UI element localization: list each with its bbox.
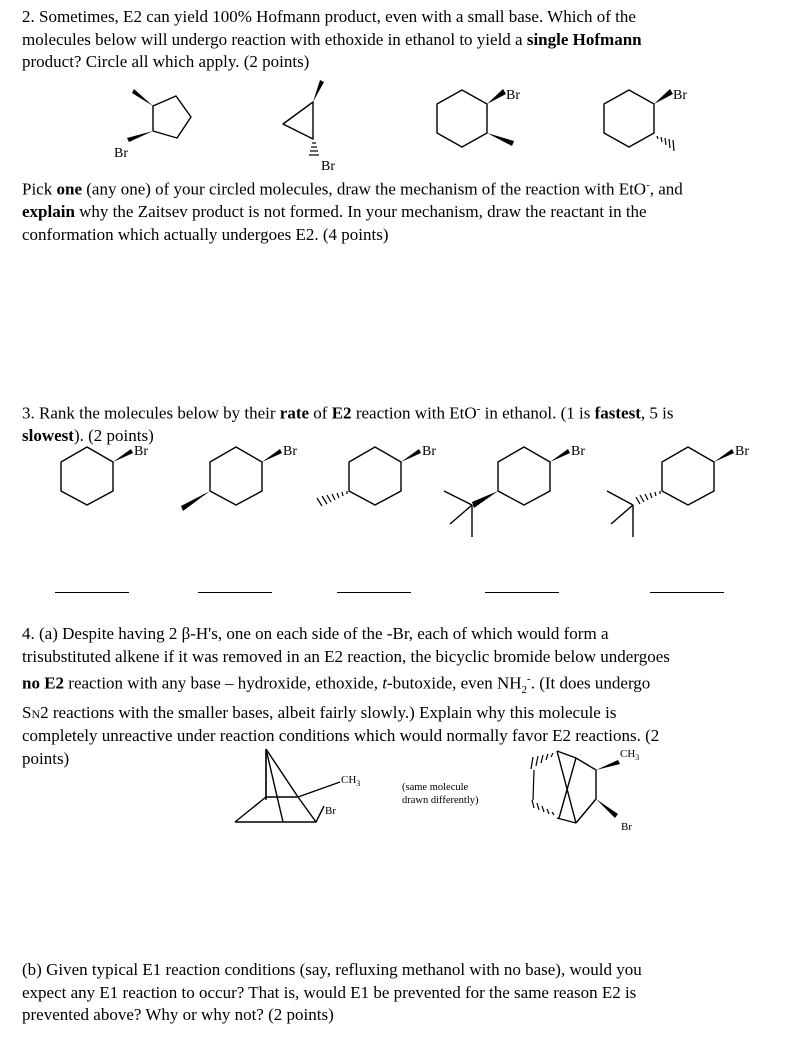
q2-molecule-cyclopentane[interactable]: [153, 96, 191, 138]
ch3-label: $CH_3$: [620, 748, 640, 762]
question-4b-text: (b) Given typical E1 reaction conditions (say, refluxing methanol with no base), would you expect any E1 reaction to occur? That is, would E1 be prevented for the same reason E2 is prevented above? Why or why not? (2 points): [22, 960, 642, 1024]
q2-line-1: 2. Sometimes, E2 can yield 100% Hofmann product, even with a small base. Which of the: [22, 7, 636, 26]
q4-bicyclic-right[interactable]: [557, 751, 596, 823]
question-2-part-2: Pick one (any one) of your circled molecules, draw the mechanism of the reaction with EtO-, and explain why the Zaitsev product is not formed. In your mechanism, draw the reactant in the conformation which actually undergoes E2. (4 points): [22, 179, 683, 244]
br-label: Br: [283, 444, 297, 459]
br-label: Br: [621, 821, 632, 833]
question-4a-text: 4. (a) Despite having 2 β-H's, one on each side of the -Br, each of which would form a trisubstituted alkene if it was removed in an E2 reaction, the bicyclic bromide below undergoes no E2 reaction with any base – hydroxide, ethoxide, t-butoxide, even $NH_2^-$. (It does undergo SN2 reactions with the smaller bases, albeit fairly slowly.) Explain why this molecule is completely unreactive under reaction conditions which would normally favor E2 reactions. (2 points): [22, 624, 670, 768]
br-label: Br: [506, 88, 520, 103]
br-label: Br: [673, 88, 687, 103]
q3-molecule-2[interactable]: [210, 447, 262, 505]
ch3-label: $CH_3$: [341, 774, 361, 788]
q2-molecule-cyclohexane-b[interactable]: [604, 90, 654, 147]
q2-line-3: product? Circle all which apply. (2 points): [22, 52, 310, 71]
q2-molecule-cyclopropane[interactable]: [283, 102, 313, 139]
br-label: Br: [321, 159, 335, 174]
br-label: Br: [571, 444, 585, 459]
br-label: Br: [422, 444, 436, 459]
br-label: Br: [735, 444, 749, 459]
q2-line-2: molecules below will undergo reaction with ethoxide in ethanol to yield a single Hofmann: [22, 29, 642, 49]
note-line-2: drawn differently): [402, 795, 479, 806]
q3-molecule-3[interactable]: [349, 447, 401, 505]
q3-molecule-1[interactable]: [61, 447, 113, 505]
q3-molecule-4[interactable]: [444, 447, 550, 537]
question-3-text: 3. Rank the molecules below by their rate of E2 reaction with EtO- in ethanol. (1 is fastest, 5 is slowest). (2 points): [22, 403, 674, 446]
br-label: Br: [325, 805, 336, 817]
br-label: Br: [114, 146, 128, 161]
br-label: Br: [134, 444, 148, 459]
note-line-1: (same molecule: [402, 782, 469, 793]
q2-molecule-cyclohexane-a[interactable]: [437, 90, 487, 147]
